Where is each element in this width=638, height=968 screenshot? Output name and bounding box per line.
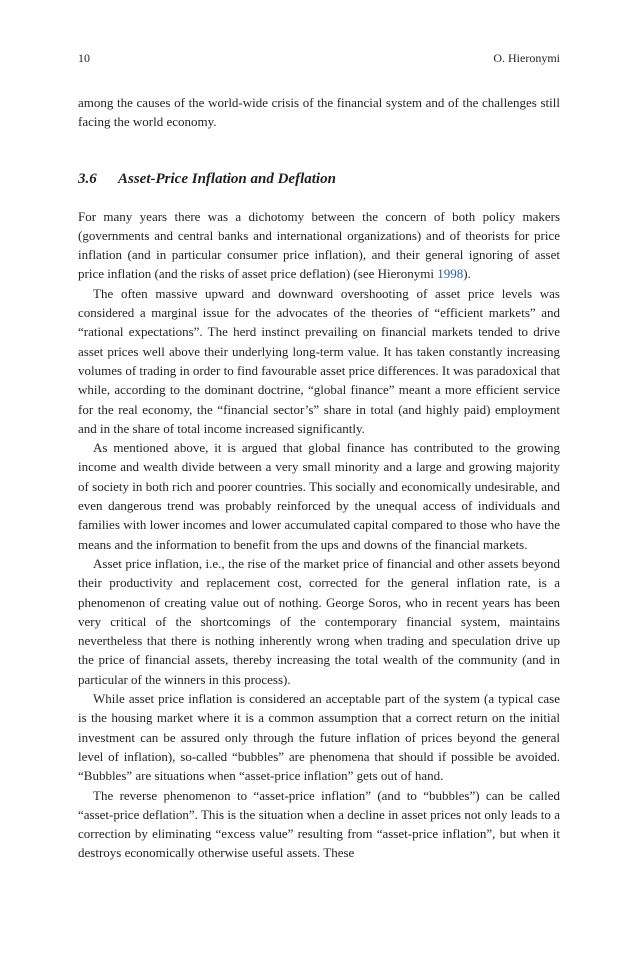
paragraph-4: Asset price inflation, i.e., the rise of the market price of financial and other assets beyond their productivity and replacement cost, corrected for the general inflation rate, is a phenomenon of creating value out of nothing. George Soros, who in recent years has been very critical of the shortcomings of the contemporary financial system, maintains nevertheless that there is nothing inherently wrong when trading and speculation drive up the price of financial assets, thereby increasing the total wealth of the community (and in particular of the winners in this process). [78, 555, 560, 687]
section-title: Asset-Price Inflation and Deflation [118, 170, 336, 187]
paragraph-1-end: ). [463, 266, 471, 282]
carryover-paragraph: among the causes of the world-wide crisis of the financial system and of the challenges still facing the world economy. [78, 95, 560, 130]
paragraph-5: While asset price inflation is considered an acceptable part of the system (a typical case is the housing market where it is a common assumption that a correct return on the initial investment can be assured only through the future inflation of prices beyond the general level of inflation), so-called “bubbles” are phenomena that should if possible be avoided. “Bubbles” are situations when “asset-price inflation” gets out of hand. [78, 691, 560, 784]
book-page [78, 50, 560, 863]
paragraph-3: As mentioned above, it is argued that global finance has contributed to the growing income and wealth divide between a very small minority and a large and growing majority of society in both rich and poorer countries. This socially and economically undesirable, and even dangerous trend was probably reinforced by the unequal access of individuals and families with lower incomes and lower accumulated capital compared to those who have the means and the information to benefit from the ups and downs of the financial markets. [78, 440, 560, 552]
citation-link[interactable]: 1998 [437, 266, 464, 282]
running-author: O. Hieronymi [493, 51, 560, 65]
paragraph-6: The reverse phenomenon to “asset-price inflation” (and to “bubbles”) can be called “asset-price deflation”. This is the situation when a decline in asset prices not only leads to a correction by eliminating “excess value” resulting from “asset-price inflation”, but when it destroys economically otherwise useful assets. These [78, 787, 560, 861]
section-number: 3.6 [78, 170, 97, 187]
paragraph-1-text: For many years there was a dichotomy between the concern of both policy makers (governments and central banks and international organizations) and of theorists for price inflation (and in particular consumer price inflation), and their general ignoring of asset price inflation (and the risks of asset price deflation) (see Hieronymi [78, 208, 560, 282]
paragraph-2: The often massive upward and downward overshooting of asset price levels was considered a marginal issue for the advocates of the theories of “efficient markets” and “rational expectations”. The herd instinct prevailing on financial markets tended to drive asset prices well above their underlying long-term value. It has taken constantly increasing volumes of trading in order to find favourable asset price differences. It was paradoxical that while, according to the dominant doctrine, “global finance” meant a more efficient service for the real economy, the “financial sector’s” share in total (and highly paid) employment and in the share of total income increased significantly. [78, 285, 560, 436]
page-number: 10 [78, 51, 90, 65]
running-head [78, 50, 560, 66]
section-heading [78, 169, 560, 189]
paragraph-1 [78, 207, 560, 284]
